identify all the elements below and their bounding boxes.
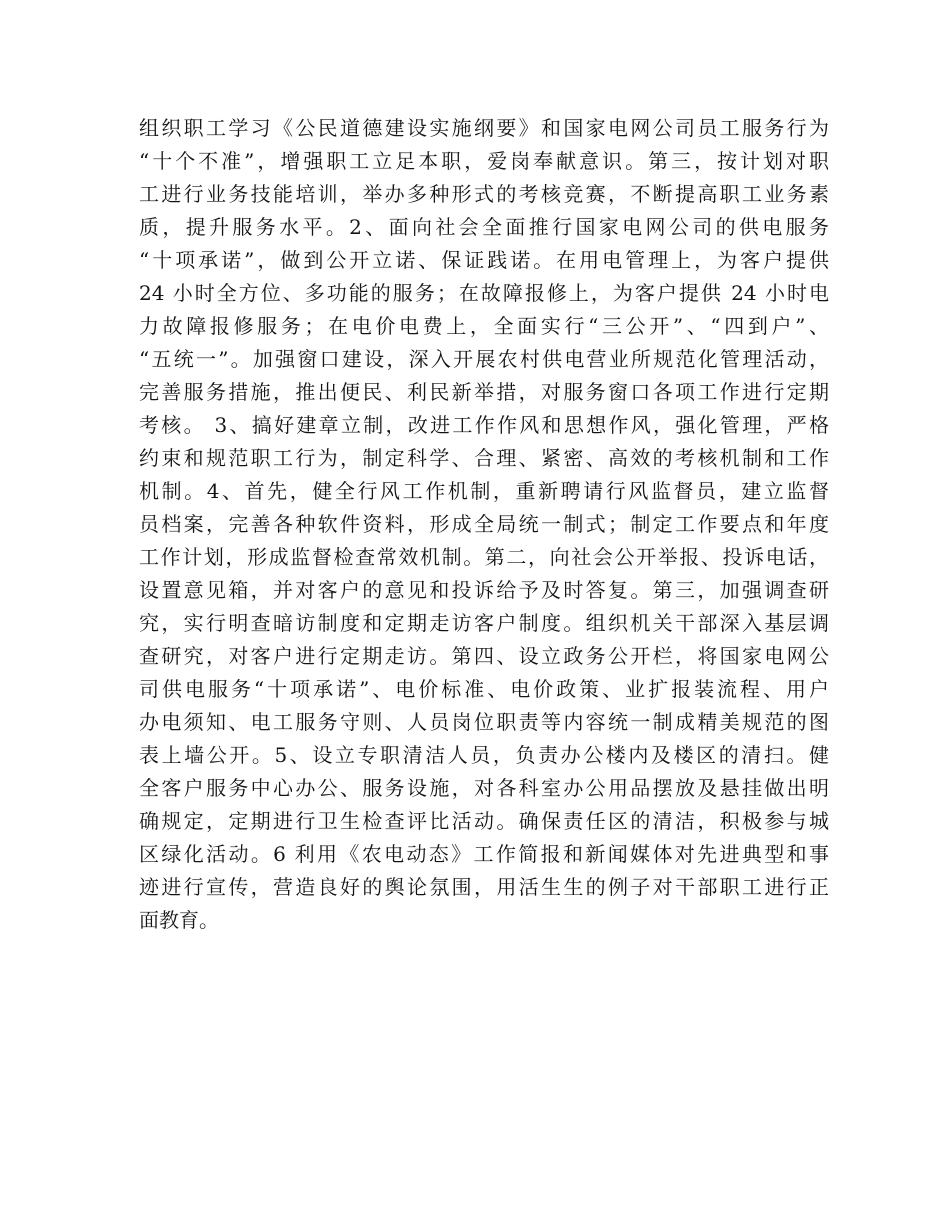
text-line: 机制。4、首先，健全行风工作机制，重新聘请行风监督员，建立监督	[139, 479, 829, 503]
text-line: 查研究，对客户进行定期走访。第四、设立政务公开栏，将国家电网公	[139, 644, 829, 668]
text-line: 工进行业务技能培训，举办多种形式的考核竞赛，不断提高职工业务素	[139, 182, 829, 206]
text-line: 司供电服务“十项承诺”、电价标准、电价政策、业扩报装流程、用户	[139, 677, 829, 701]
text-line: 质，提升服务水平。2、面向社会全面推行国家电网公司的供电服务	[139, 215, 829, 239]
text-line: 组织职工学习《公民道德建设实施纲要》和国家电网公司员工服务行为	[139, 116, 829, 140]
text-line: 工作计划，形成监督检查常效机制。第二，向社会公开举报、投诉电话，	[139, 545, 829, 569]
text-line: 设置意见箱，并对客户的意见和投诉给予及时答复。第三，加强调查研	[139, 578, 829, 602]
text-line: 24 小时全方位、多功能的服务；在故障报修上，为客户提供 24 小时电	[139, 281, 829, 305]
text-line: 约束和规范职工行为，制定科学、合理、紧密、高效的考核机制和工作	[139, 446, 829, 470]
text-line: 区绿化活动。6 利用《农电动态》工作简报和新闻媒体对先进典型和事	[139, 842, 829, 866]
text-line: “十项承诺”，做到公开立诺、保证践诺。在用电管理上，为客户提供	[139, 248, 829, 272]
text-line: 员档案，完善各种软件资料，形成全局统一制式；制定工作要点和年度	[139, 512, 829, 536]
text-line: 迹进行宣传，营造良好的舆论氛围，用活生生的例子对干部职工进行正	[139, 875, 829, 899]
text-line: 力故障报修服务；在电价电费上，全面实行“三公开”、“四到户”、	[139, 314, 829, 338]
text-line: 表上墙公开。5、设立专职清洁人员，负责办公楼内及楼区的清扫。健	[139, 743, 829, 767]
text-line: 考核。 3、搞好建章立制，改进工作作风和思想作风，强化管理，严格	[139, 413, 829, 437]
text-line: 办电须知、电工服务守则、人员岗位职责等内容统一制成精美规范的图	[139, 710, 829, 734]
body-text	[139, 112, 829, 937]
text-line: 全客户服务中心办公、服务设施，对各科室办公用品摆放及悬挂做出明	[139, 776, 829, 800]
text-line: 面教育。	[139, 908, 219, 932]
text-line: 究，实行明查暗访制度和定期走访客户制度。组织机关干部深入基层调	[139, 611, 829, 635]
text-line: “十个不准”，增强职工立足本职，爱岗奉献意识。第三，按计划对职	[139, 149, 829, 173]
text-line: 确规定，定期进行卫生检查评比活动。确保责任区的清洁，积极参与城	[139, 809, 829, 833]
text-line: “五统一”。加强窗口建设，深入开展农村供电营业所规范化管理活动，	[139, 347, 829, 371]
text-line: 完善服务措施，推出便民、利民新举措，对服务窗口各项工作进行定期	[139, 380, 829, 404]
